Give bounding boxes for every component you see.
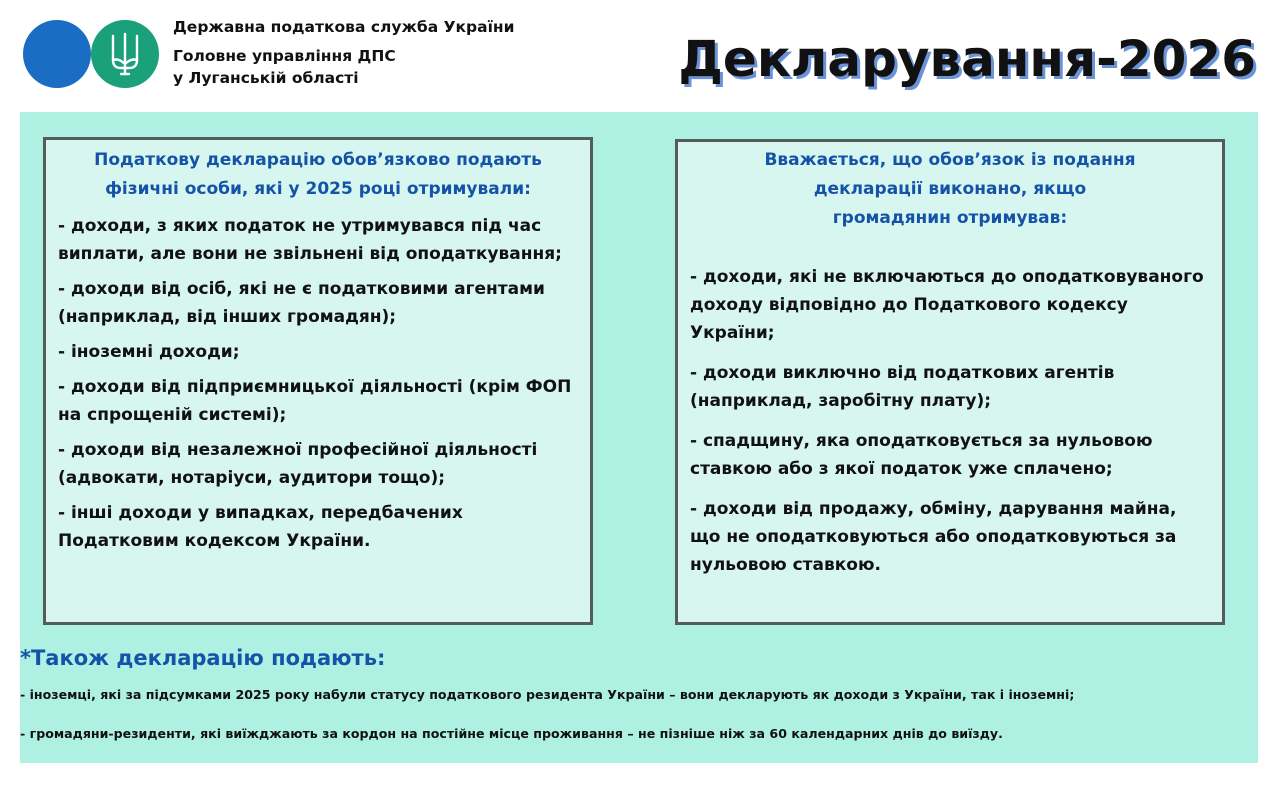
- logo-blue-circle: [23, 20, 91, 88]
- list-item: - доходи від незалежної професійної діяльності (адвокати, нотаріуси, аудитори тощо);: [58, 440, 538, 488]
- list-item: - доходи, які не включаються до оподатковуваного доходу відповідно до Податкового кодексу України;: [690, 267, 1204, 343]
- right-title-line-3: громадянин отримував:: [832, 208, 1068, 228]
- list-item: - спадщину, яка оподатковується за нульовою ставкою або з якої податок уже сплачено;: [690, 431, 1153, 479]
- list-item: - доходи від осіб, які не є податковими агентами (наприклад, від інших громадян);: [58, 279, 545, 327]
- org-line-1: Державна податкова служба України: [173, 18, 515, 36]
- also-section-title: *Також декларацію подають:: [20, 646, 386, 670]
- org-line-3: у Луганській області: [173, 69, 359, 87]
- organization-name: [173, 16, 514, 89]
- trident-icon: [91, 20, 159, 88]
- list-item: - доходи виключно від податкових агентів (наприклад, заробітну плату);: [690, 363, 1115, 411]
- right-info-box: [675, 139, 1225, 625]
- list-item: - громадяни-резиденти, які виїжджають за кордон на постійне місце проживання – не пізніше ніж за 60 календарних днів до виїзду.: [20, 726, 1003, 741]
- right-items-list: [678, 263, 1222, 579]
- list-item: - доходи від підприємницької діяльності (крім ФОП на спрощеній системі);: [58, 377, 572, 425]
- page-title: Декларування-2026: [678, 30, 1256, 88]
- list-item: - іноземці, які за підсумками 2025 року набули статусу податкового резидента України – вони декларують як доходи з України, так і іноземні;: [20, 687, 1075, 702]
- left-title-line-2: фізичні особи, які у 2025 році отримували:: [105, 179, 531, 199]
- left-info-box: [43, 137, 593, 625]
- also-list: [20, 685, 1258, 744]
- right-box-title: [678, 146, 1222, 233]
- left-box-title: [46, 146, 590, 204]
- list-item: - інші доходи у випадках, передбачених Податковим кодексом України.: [58, 503, 463, 551]
- list-item: - доходи, з яких податок не утримувався під час виплати, але вони не звільнені від оподаткування;: [58, 216, 562, 264]
- main-panel: [20, 112, 1258, 763]
- header: [0, 0, 1280, 112]
- left-items-list: [46, 212, 590, 555]
- right-title-line-1: Вважається, що обов’язок із подання: [764, 150, 1136, 170]
- left-title-line-1: Податкову декларацію обов’язково подають: [94, 150, 542, 170]
- list-item: - доходи від продажу, обміну, дарування майна, що не оподатковуються або оподатковуються за нульовою ставкою.: [690, 499, 1177, 575]
- list-item: - іноземні доходи;: [58, 342, 240, 362]
- org-line-2: Головне управління ДПС: [173, 47, 396, 65]
- right-title-line-2: декларації виконано, якщо: [813, 179, 1087, 199]
- logo-green-circle: [91, 20, 159, 88]
